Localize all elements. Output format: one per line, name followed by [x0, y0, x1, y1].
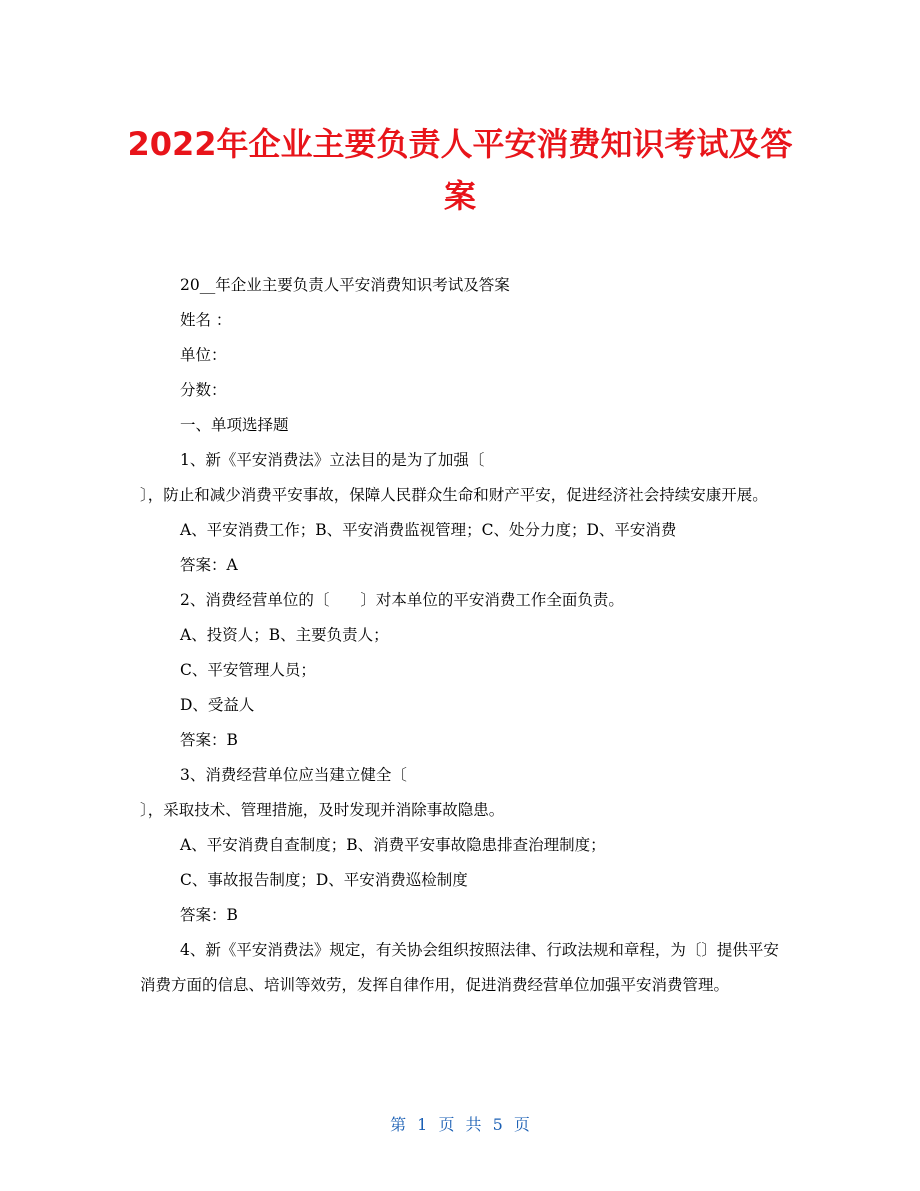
question-3: 3、消费经营单位应当建立健全〔	[180, 766, 407, 784]
paragraph-unit-field: 单位：	[180, 346, 227, 364]
question-3-answer: 答案：B	[180, 906, 238, 924]
page-number-footer: 第 1 页 共 5 页	[390, 1115, 530, 1134]
question-4: 4、新《平安消费法》规定，有关协会组织按照法律、行政法规和章程，为〔〕提供平安消费方面的信息、培训等效劳，发挥自律作用，促进消费经营单位加强平安消费管理。	[140, 941, 779, 994]
question-2-answer: 答案：B	[180, 731, 238, 749]
question-2-option-ab: A、投资人；B、主要负责人；	[180, 626, 389, 644]
question-1-continued: 〕，防止和减少消费平安事故，保障人民群众生命和财产平安，促进经济社会持续安康开展。	[140, 486, 768, 504]
question-3-option-cd: C、事故报告制度；D、平安消费巡检制度	[180, 871, 468, 889]
question-1-answer: 答案：A	[180, 556, 238, 574]
question-2-option-c: C、平安管理人员；	[180, 661, 316, 679]
paragraph-subtitle: 20__年企业主要负责人平安消费知识考试及答案	[180, 276, 510, 294]
question-3-option-ab: A、平安消费自查制度；B、消费平安事故隐患排查治理制度；	[180, 836, 606, 854]
question-1-options: A、平安消费工作；B、平安消费监视管理；C、处分力度；D、平安消费	[180, 521, 677, 539]
question-1: 1、新《平安消费法》立法目的是为了加强〔	[180, 451, 485, 469]
question-2: 2、消费经营单位的〔 〕对本单位的平安消费工作全面负责。	[180, 591, 624, 609]
document-body	[140, 268, 780, 1003]
question-2-option-d: D、受益人	[180, 696, 255, 714]
question-3-continued: 〕，采取技术、管理措施，及时发现并消除事故隐患。	[140, 801, 505, 819]
document-title: 2022年企业主要负责人平安消费知识考试及答案	[127, 125, 793, 215]
paragraph-name-field: 姓名 ：	[180, 311, 232, 329]
paragraph-score-field: 分数：	[180, 381, 227, 399]
section-heading: 一、单项选择题	[180, 416, 289, 434]
